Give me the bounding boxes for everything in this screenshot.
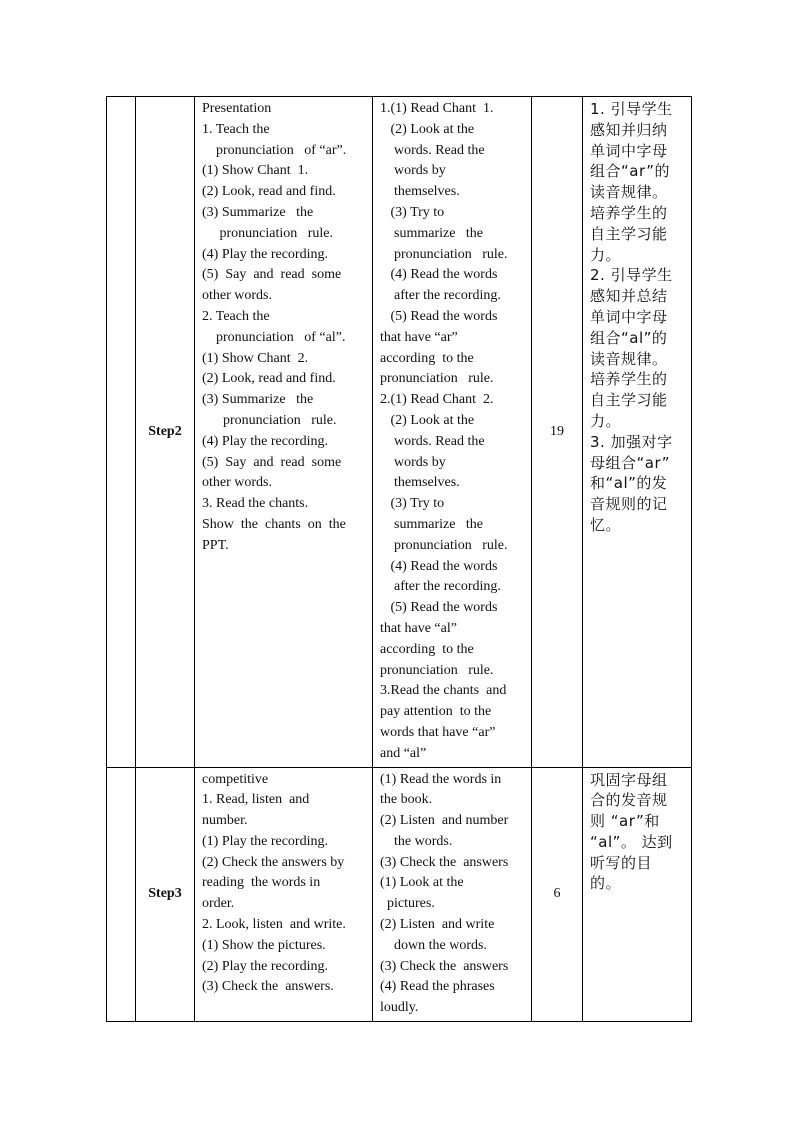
text-line: (4) Read the words [380,558,498,574]
text-line: words by [380,454,446,470]
text-line: summarize the [380,516,484,532]
text-line: (1) Look at the [380,875,464,891]
teaching-aim-cell [583,767,692,1022]
text-line: other words. [202,288,272,304]
text-line: 则 “ar”和 [590,812,660,831]
text-line: 1. Read, listen and [202,792,310,808]
text-line: (2) Play the recording. [202,958,328,974]
text-line: (4) Read the words [380,267,498,283]
text-line: number. [202,813,248,829]
student-activity-list [373,768,531,1022]
text-line: (3) Check the answers [380,958,509,974]
text-line: 组合“ar”的 [590,162,671,181]
text-line: loudly. [380,1000,419,1016]
text-line: (3) Try to [380,204,445,220]
text-line: pronunciation of “ar”. [202,142,347,158]
text-line: 2. Look, listen and write. [202,917,346,933]
text-line: (3) Try to [380,496,445,512]
text-line: 和“al”的发 [590,474,668,493]
text-line: 力。 [590,411,622,430]
text-line: (4) Read the phrases [380,979,495,995]
time-minutes: 6 [532,767,583,1022]
text-line: PPT. [202,537,229,553]
text-line: words by [380,163,446,179]
text-line: (4) Play the recording. [202,246,328,262]
text-line: pictures. [380,896,435,912]
text-line: (3) Summarize the [202,392,314,408]
time-minutes: 19 [532,97,583,768]
text-line: that have “ar” [380,329,458,345]
text-line: (4) Play the recording. [202,433,328,449]
step-label: Step2 [136,97,195,768]
text-line: pronunciation rule. [202,225,334,241]
text-line: 1. Teach the [202,121,270,137]
text-line: (3) Check the answers [380,854,509,870]
text-line: 2.(1) Read Chant 2. [380,392,494,408]
text-line: the words. [380,833,453,849]
text-line: (1) Show Chant 1. [202,163,309,179]
blank-cell [107,767,136,1022]
text-line: competitive [202,771,269,787]
teaching-aim-list [583,768,691,897]
text-line: (5) Read the words [380,308,498,324]
text-line: themselves. [380,184,460,200]
text-line: (1) Play the recording. [202,833,328,849]
student-activity-cell [373,767,532,1022]
text-line: 合的发音规 [590,791,668,810]
text-line: 力。 [590,245,622,264]
text-line: (2) Check the answers by [202,854,345,870]
text-line: 感知并总结 [590,287,668,306]
teaching-aim-cell [583,97,692,768]
text-line: 读音规律。 [590,183,668,202]
text-line: pronunciation rule. [202,412,337,428]
text-line: (1) Show the pictures. [202,937,326,953]
text-line: Presentation [202,101,272,116]
text-line: (5) Say and read some [202,454,342,470]
text-line: pronunciation rule. [380,371,494,387]
text-line: (1) Show Chant 2. [202,350,309,366]
blank-cell [107,97,136,768]
text-line: (5) Read the words [380,600,498,616]
text-line: 巩固字母组 [590,770,668,789]
text-line: 感知并归纳 [590,120,668,139]
text-line: 的。 [590,874,622,893]
text-line: 培养学生的 [590,370,668,389]
text-line: pronunciation rule. [380,662,494,678]
text-line: and “al” [380,745,427,761]
student-activity-list [373,97,531,767]
text-line: pay attention to the [380,704,492,720]
text-line: (3) Check the answers. [202,979,334,995]
text-line: summarize the [380,225,484,241]
table-row-step3 [107,767,692,1022]
text-line: down the words. [380,937,487,953]
text-line: (2) Look, read and find. [202,184,336,200]
text-line: 听写的目 [590,853,653,872]
text-line: that have “al” [380,620,457,636]
text-line: words. Read the [380,433,485,449]
text-line: Show the chants on the [202,516,346,532]
text-line: 2. 引导学生 [590,266,673,285]
text-line: (2) Look at the [380,412,475,428]
text-line: (3) Summarize the [202,204,314,220]
text-line: words. Read the [380,142,485,158]
teacher-activity-cell [195,767,373,1022]
teaching-aim-list [583,97,691,538]
text-line: 3. Read the chants. [202,496,309,512]
student-activity-cell [373,97,532,768]
text-line: 读音规律。 [590,349,668,368]
text-line: “al”。 达到 [590,832,673,851]
text-line: after the recording. [380,579,501,595]
text-line: 3. 加强对字 [590,432,673,451]
text-line: (2) Listen and number [380,813,509,829]
text-line: pronunciation of “al”. [202,329,346,345]
text-line: themselves. [380,475,460,491]
text-line: 1. 引导学生 [590,100,673,118]
text-line: 培养学生的 [590,203,668,222]
text-line: according to the [380,641,474,657]
text-line: 2. Teach the [202,308,270,324]
lesson-plan-table [106,96,692,1022]
text-line: after the recording. [380,288,501,304]
text-line: according to the [380,350,474,366]
teacher-activity-cell [195,97,373,768]
teacher-activity-list [195,768,372,1001]
text-line: 母组合“ar” [590,453,671,472]
text-line: 自主学习能 [590,224,668,243]
text-line: (2) Look at the [380,121,475,137]
text-line: pronunciation rule. [380,246,508,262]
text-line: 单词中字母 [590,307,668,326]
text-line: the book. [380,792,433,808]
text-line: order. [202,896,235,912]
text-line: (2) Listen and write [380,917,495,933]
table-row-step2 [107,97,692,768]
teacher-activity-list [195,97,372,559]
text-line: other words. [202,475,272,491]
text-line: 忆。 [590,515,622,534]
text-line: (2) Look, read and find. [202,371,336,387]
text-line: (5) Say and read some [202,267,342,283]
text-line: (1) Read the words in [380,771,502,787]
text-line: 组合“al”的 [590,328,668,347]
text-line: words that have “ar” [380,724,496,740]
text-line: 3.Read the chants and [380,683,507,699]
text-line: pronunciation rule. [380,537,508,553]
text-line: 音规则的记 [590,495,668,514]
text-line: 单词中字母 [590,141,668,160]
text-line: 1.(1) Read Chant 1. [380,101,494,116]
step-label: Step3 [136,767,195,1022]
text-line: 自主学习能 [590,391,668,410]
text-line: reading the words in [202,875,321,891]
